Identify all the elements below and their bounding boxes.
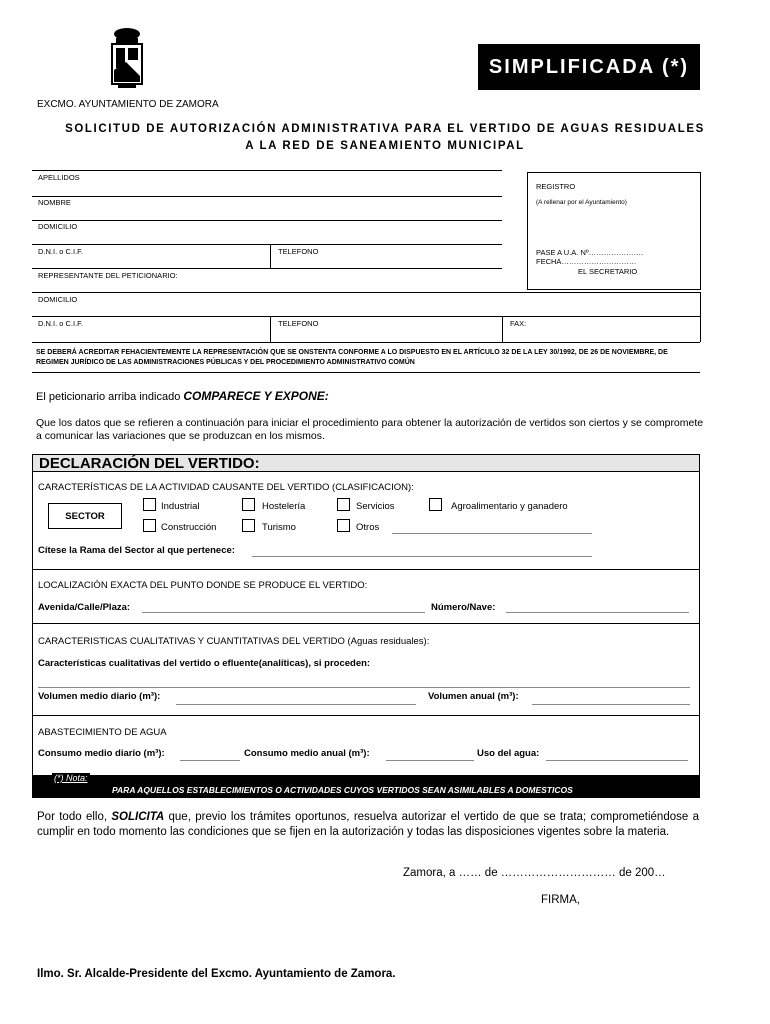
cualitativas-field[interactable] [38,687,690,688]
registro-label: REGISTRO [536,182,576,191]
zamora-crest-logo [104,26,150,94]
expone-line [36,390,329,404]
consumo-anual-field[interactable] [386,760,474,761]
form-title-line2: A LA RED DE SANEAMIENTO MUNICIPAL [245,140,525,152]
telefono2-label: TELEFONO [278,319,319,328]
servicios-label: Servicios [356,501,395,512]
date-line[interactable]: Zamora, a …… de ………………………… de 200… [403,867,666,879]
avenida-field[interactable] [142,612,425,613]
abastecimiento-label: ABASTECIMIENTO DE AGUA [38,727,167,738]
otros-field[interactable] [392,533,592,534]
fax-label: FAX: [510,319,527,328]
dni-telefono-field-line[interactable] [32,268,502,269]
divider [700,292,701,342]
uso-agua-label: Uso del agua: [477,748,540,759]
sector-label: SECTOR [48,503,122,529]
localizacion-label: LOCALIZACIÓN EXACTA DEL PUNTO DONDE SE PRODUCE EL VERTIDO: [38,580,368,591]
solicita-paragraph [37,810,699,840]
domicilio2-field-line[interactable] [32,316,700,317]
solicita-body: que, previo los trámites oportunos, resuelva autorizar el vertido de que se trata; comprometiéndose a cumplir en todo momento las condiciones que se fijen en la autorización y todas las disposiciones vigentes sobre la materia. [37,811,699,838]
organization-name: EXCMO. AYUNTAMIENTO DE ZAMORA [37,99,219,110]
divider [270,316,271,342]
domicilio2-label: DOMICILIO [38,295,78,304]
apellidos-field-line[interactable] [32,196,502,197]
divider [32,715,700,716]
consumo-anual-label: Consumo medio anual (m³): [244,748,370,759]
secretario-label: EL SECRETARIO [578,267,638,276]
nombre-label: NOMBRE [38,198,71,207]
servicios-checkbox[interactable] [337,498,350,511]
volumen-diario-field[interactable] [176,704,416,705]
dni-label: D.N.I. o C.I.F. [38,247,84,256]
firma-label: FIRMA, [541,894,580,906]
industrial-checkbox[interactable] [143,498,156,511]
consumo-diario-field[interactable] [180,760,240,761]
turismo-checkbox[interactable] [242,519,255,532]
expone-emphasis: COMPARECE Y EXPONE: [183,389,329,403]
cual-cuant-label: CARACTERISTICAS CUALITATIVAS Y CUANTITATIVAS DEL VERTIDO (Aguas residuales): [38,636,430,647]
turismo-label: Turismo [262,522,296,533]
volumen-anual-field[interactable] [532,704,690,705]
registro-note: (A rellenar por el Ayuntamiento) [536,199,627,206]
divider [32,623,700,624]
representation-warning: SE DEBERÁ ACREDITAR FEHACIENTEMENTE LA REPRESENTACIÓN QUE SE ONSTENTA CONFORME A LO DISPUESTO EN EL ARTÍCULO 32 DE LA LEY 30/1992, DE 26 DE NOVIEMBRE, DE REGIMEN JURÍDICO DE LAS ADMINISTRACIONES PÚBLICAS Y DEL PROCEDIMIENTO ADMINISTRATIVO COMÚN [36,349,668,366]
cualitativas-label: Características cualitativas del vertido o efluente(analíticas), si proceden: [38,658,371,669]
apellidos-label: APELLIDOS [38,173,80,182]
divider [32,170,502,171]
construccion-label: Construcción [161,522,217,533]
industrial-label: Industrial [161,501,200,512]
representante-field-line[interactable] [32,292,700,293]
solicita-lead: Por todo ello, [37,811,112,823]
divider [32,569,700,570]
hosteleria-label: Hostelería [262,501,306,512]
caracteristicas-label: CARACTERÍSTICAS DE LA ACTIVIDAD CAUSANTE DEL VERTIDO (CLASIFICACION): [38,482,414,493]
agroalimentario-label: Agroalimentario y ganadero [451,501,568,512]
construccion-checkbox[interactable] [143,519,156,532]
agroalimentario-checkbox[interactable] [429,498,442,511]
domicilio-field-line[interactable] [32,244,502,245]
volumen-diario-label: Volumen medio diario (m³): [38,691,161,702]
rama-label: Cítese la Rama del Sector al que pertenece: [38,545,235,556]
pase-label: PASE A U.A. Nº…………………. [536,248,644,257]
otros-label: Otros [356,522,380,533]
addressee: Ilmo. Sr. Alcalde-Presidente del Excmo. Ayuntamiento de Zamora. [37,968,396,980]
hosteleria-checkbox[interactable] [242,498,255,511]
numero-label: Número/Nave: [431,602,496,613]
nota-text: PARA AQUELLOS ESTABLECIMIENTOS O ACTIVIDADES CUYOS VERTIDOS SEAN ASIMILABLES A DOMESTICOS [112,785,573,795]
telefono-label: TELEFONO [278,247,319,256]
divider [270,244,271,268]
rama-field[interactable] [252,556,592,557]
declaracion-heading: DECLARACIÓN DEL VERTIDO: [32,454,700,472]
form-title-line1: SOLICITUD DE AUTORIZACIÓN ADMINISTRATIVA PARA EL VERTIDO DE AGUAS RESIDUALES [65,123,705,135]
simplificada-badge: SIMPLIFICADA (*) [478,44,700,90]
avenida-label: Avenida/Calle/Plaza: [38,602,131,613]
expone-body: Que los datos que se refieren a continuación para iniciar el procedimiento para obtener la autorización de vertidos son ciertos y se compromete a comunicar las variaciones que se produzcan en los mismos. [36,417,704,442]
numero-field[interactable] [506,612,689,613]
nombre-field-line[interactable] [32,220,502,221]
expone-lead: El peticionario arriba indicado [36,391,184,403]
nota-label: (*) Nota: [54,773,88,783]
representante-label: REPRESENTANTE DEL PETICIONARIO: [38,271,178,280]
otros-checkbox[interactable] [337,519,350,532]
divider [32,372,700,373]
uso-agua-field[interactable] [546,760,688,761]
fecha-label: FECHA………………………… [536,257,637,266]
consumo-diario-label: Consumo medio diario (m³): [38,748,165,759]
dni2-label: D.N.I. o C.I.F. [38,319,84,328]
volumen-anual-label: Volumen anual (m³): [428,691,519,702]
solicita-emphasis: SOLICITA [111,811,165,823]
domicilio-label: DOMICILIO [38,222,78,231]
divider [502,316,503,342]
divider [32,342,700,343]
